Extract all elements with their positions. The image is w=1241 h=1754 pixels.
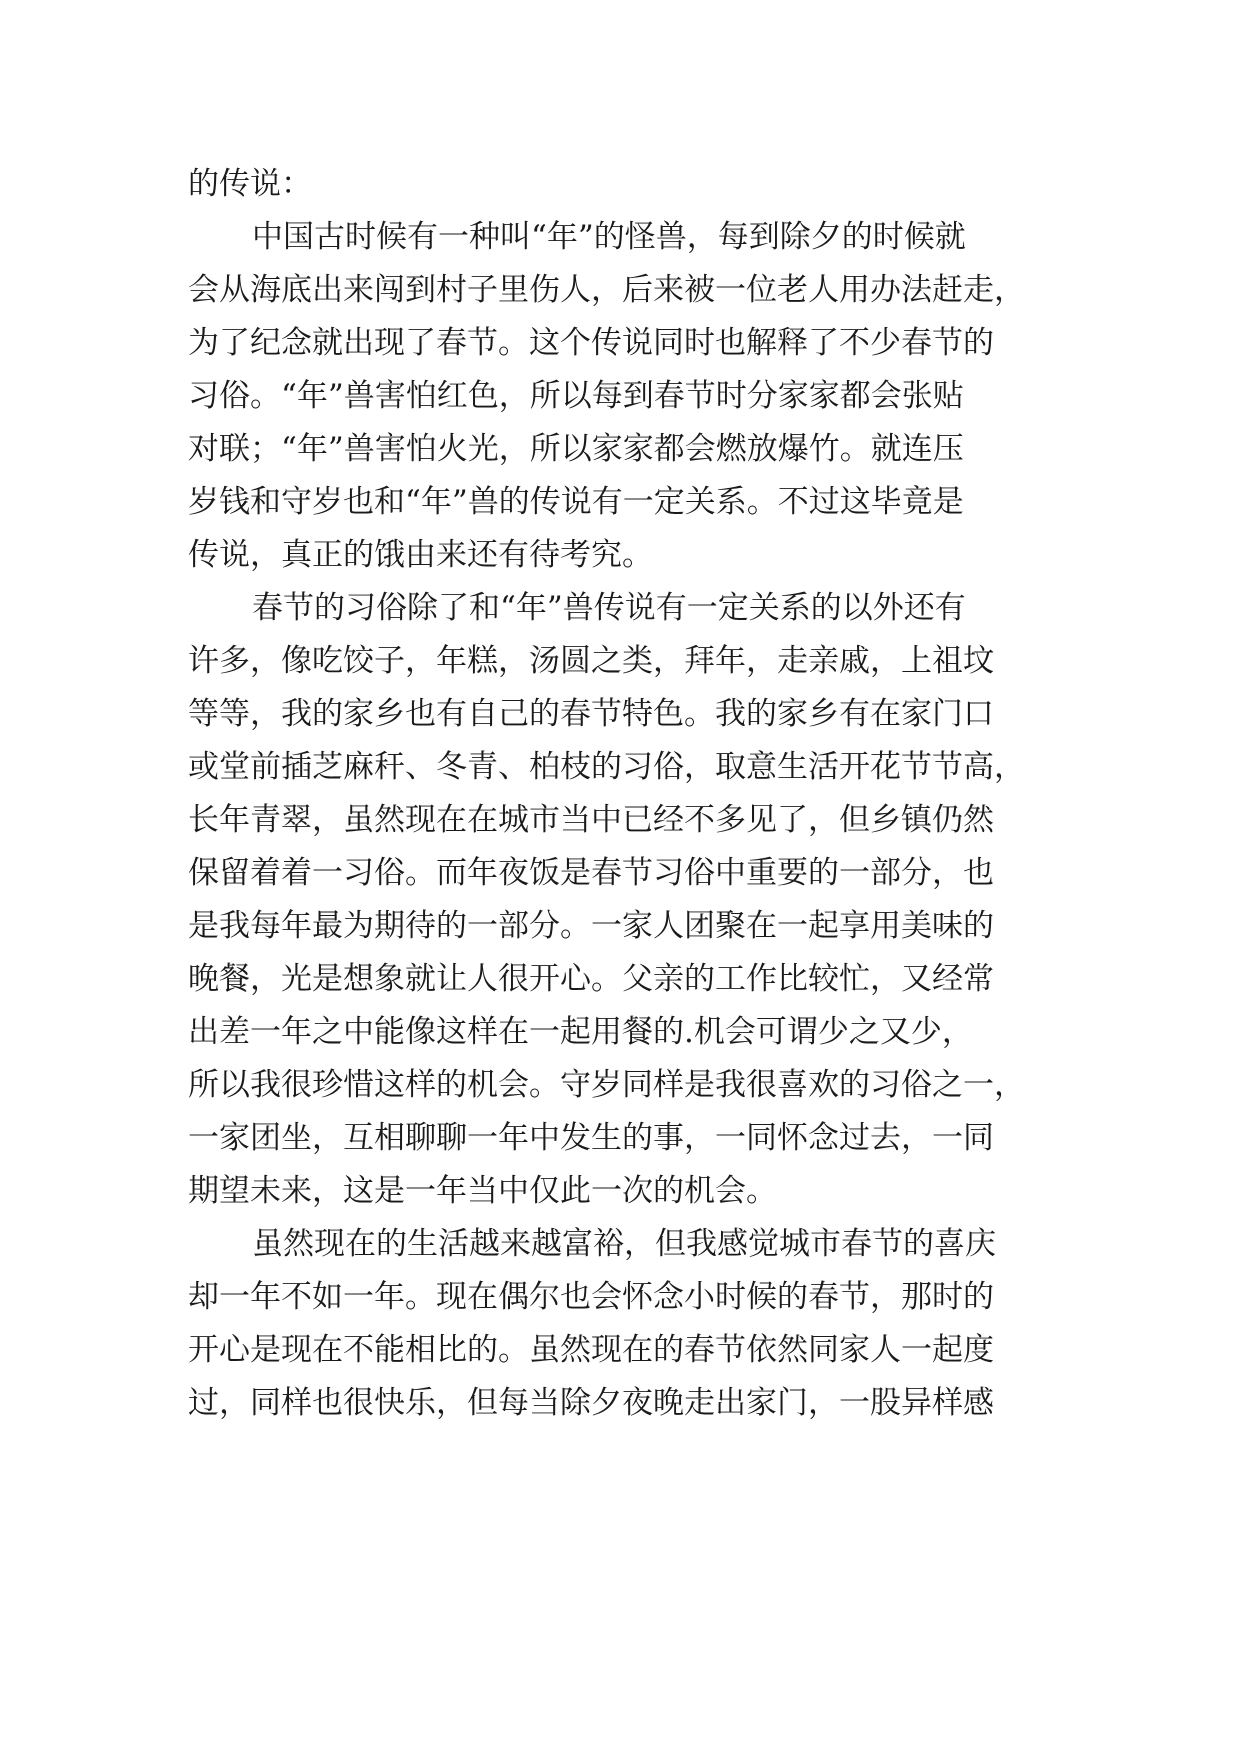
- text-line: 一家团坐，互相聊聊一年中发生的事，一同怀念过去，一同: [188, 1120, 994, 1156]
- text-line: 出差一年之中能像这样在一起用餐的.机会可谓少之又少，: [188, 1014, 973, 1050]
- text-line: 却一年不如一年。现在偶尔也会怀念小时候的春节，那时的: [188, 1279, 994, 1315]
- text-line: 传说，真正的饿由来还有待考究。: [188, 537, 653, 573]
- text-line: 或堂前插芝麻秆、冬青、柏枝的习俗，取意生活开花节节高，: [188, 749, 1025, 785]
- text-line: 晚餐，光是想象就让人很开心。父亲的工作比较忙，又经常: [188, 961, 994, 997]
- text-line: 长年青翠，虽然现在在城市当中已经不多见了，但乡镇仍然: [188, 802, 994, 838]
- text-line: 是我每年最为期待的一部分。一家人团聚在一起享用美味的: [188, 908, 994, 944]
- text-line: 过，同样也很快乐，但每当除夕夜晚走出家门，一股异样感: [188, 1385, 994, 1421]
- paragraph-first-line: 虽然现在的生活越来越富裕，但我感觉城市春节的喜庆: [252, 1226, 996, 1262]
- text-line: 期望未来，这是一年当中仅此一次的机会。: [188, 1173, 777, 1209]
- text-line: 等等，我的家乡也有自己的春节特色。我的家乡有在家门口: [188, 696, 994, 732]
- text-line: 开心是现在不能相比的。虽然现在的春节依然同家人一起度: [188, 1332, 994, 1368]
- text-line: 许多，像吃饺子，年糕，汤圆之类，拜年，走亲戚，上祖坟: [188, 643, 994, 679]
- text-line: 为了纪念就出现了春节。这个传说同时也解释了不少春节的: [188, 325, 994, 361]
- document-body: [188, 158, 1088, 1430]
- text-line: 的传说：: [188, 166, 312, 202]
- paragraph-first-line: 中国古时候有一种叫“年”的怪兽，每到除夕的时候就: [252, 219, 966, 255]
- text-line: 保留着着一习俗。而年夜饭是春节习俗中重要的一部分，也: [188, 855, 994, 891]
- text-line: 会从海底出来闯到村子里伤人，后来被一位老人用办法赶走，: [188, 272, 1025, 308]
- text-line: 习俗。“年”兽害怕红色，所以每到春节时分家家都会张贴: [188, 378, 964, 414]
- text-line: 岁钱和守岁也和“年”兽的传说有一定关系。不过这毕竟是: [188, 484, 964, 520]
- text-line: 对联；“年”兽害怕火光，所以家家都会燃放爆竹。就连压: [188, 431, 964, 467]
- paragraph-first-line: 春节的习俗除了和“年”兽传说有一定关系的以外还有: [252, 590, 966, 626]
- text-line: 所以我很珍惜这样的机会。守岁同样是我很喜欢的习俗之一，: [188, 1067, 1025, 1103]
